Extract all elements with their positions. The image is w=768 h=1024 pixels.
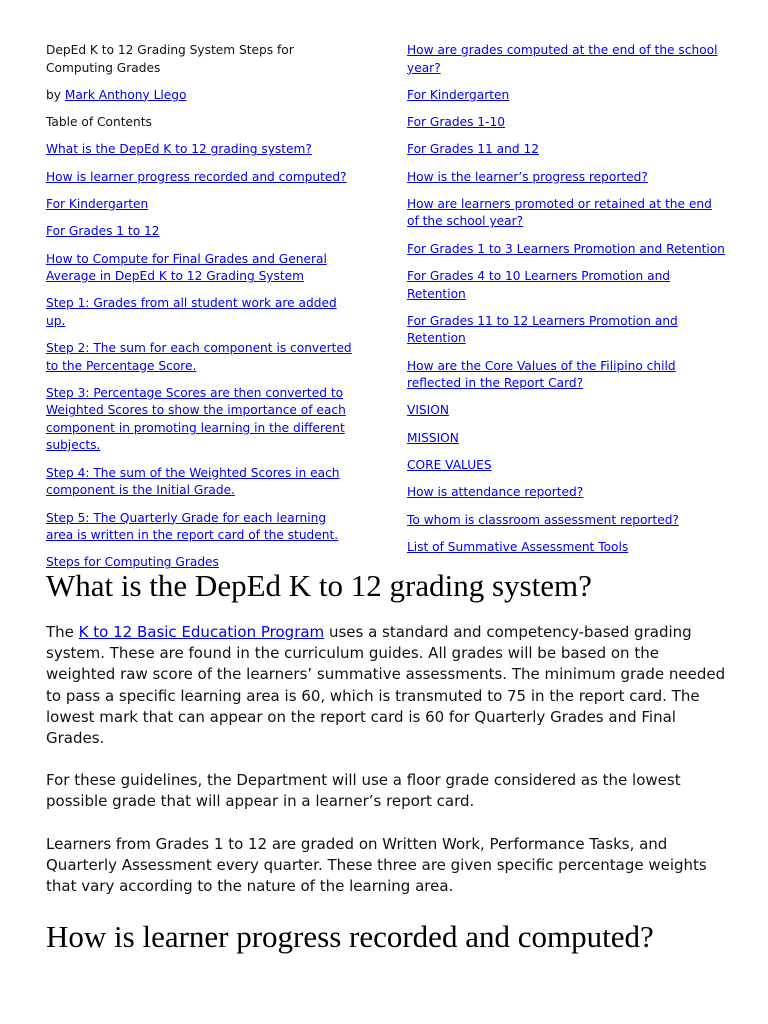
toc-link-assessment-reported[interactable]: To whom is classroom assessment reported? (407, 512, 679, 527)
main-content (46, 566, 726, 957)
paragraph-floor-grade: For these guidelines, the Department will use a floor grade considered as the lowest possible grade that will appear in a learner’s report card. (46, 771, 681, 811)
toc-link-learner-progress[interactable]: How is learner progress recorded and computed? (46, 169, 347, 184)
section-heading-grading-system: What is the DepEd K to 12 grading system? (46, 568, 592, 603)
document-title: DepEd K to 12 Grading System Steps for Computing Grades (46, 43, 294, 75)
toc-link-core-values-report-card[interactable]: How are the Core Values of the Filipino child reflected in the Report Card? (407, 358, 676, 391)
toc-link-grades-4-10-promotion[interactable]: For Grades 4 to 10 Learners Promotion and Retention (407, 269, 671, 301)
toc-link-progress-reported[interactable]: How is the learner’s progress reported? (407, 169, 648, 184)
toc-link-kindergarten[interactable]: For Kindergarten (46, 196, 149, 211)
toc-link-end-of-year-grades[interactable]: How are grades computed at the end of the school year? (407, 43, 718, 75)
section-heading-learner-progress: How is learner progress recorded and computed? (46, 919, 654, 955)
toc-link-promoted-retained[interactable]: How are learners promoted or retained at the end of the school year? (407, 196, 712, 229)
toc-link-grades-11-12[interactable]: For Grades 11 and 12 (407, 142, 539, 157)
left-column (46, 42, 356, 582)
toc-link-grades-1-to-12[interactable]: For Grades 1 to 12 (46, 224, 160, 239)
toc-link-grades-1-10[interactable]: For Grades 1-10 (407, 115, 505, 130)
toc-link-step-2[interactable]: Step 2: The sum for each component is converted to the Percentage Score. (46, 341, 352, 373)
paragraph-components: Learners from Grades 1 to 12 are graded on Written Work, Performance Tasks, and Quarterly Assessment every quarter. These three are given specific percentage weights that vary according to the nature of the learning area. (46, 834, 707, 896)
toc-link-step-1[interactable]: Step 1: Grades from all student work are added up. (46, 296, 337, 328)
toc-link-kindergarten-2[interactable]: For Kindergarten (407, 87, 510, 102)
author-link[interactable]: Mark Anthony Llego (64, 87, 187, 102)
toc-link-step-4[interactable]: Step 4: The sum of the Weighted Scores in each component is the Initial Grade. (46, 465, 340, 498)
toc-link-core-values[interactable]: CORE VALUES (407, 458, 492, 473)
toc-link-grades-11-12-promotion[interactable]: For Grades 11 to 12 Learners Promotion and Retention (407, 313, 678, 346)
byline-prefix: by (46, 87, 65, 102)
toc-link-attendance[interactable]: How is attendance reported? (407, 485, 584, 500)
toc-link-summative-tools[interactable]: List of Summative Assessment Tools (407, 539, 629, 554)
paragraph-intro-prefix: The (46, 623, 79, 641)
toc-label: Table of Contents (46, 115, 152, 130)
toc-link-grades-1-3-promotion[interactable]: For Grades 1 to 3 Learners Promotion and Retention (407, 241, 725, 256)
byline (46, 87, 356, 105)
toc-link-what-is-grading-system[interactable]: What is the DepEd K to 12 grading system? (46, 142, 312, 157)
toc-link-mission[interactable]: MISSION (407, 430, 459, 445)
right-column (407, 42, 727, 566)
k12-program-link[interactable]: K to 12 Basic Education Program (78, 623, 325, 641)
toc-link-compute-final-grades[interactable]: How to Compute for Final Grades and General Average in DepEd K to 12 Grading System (46, 251, 327, 284)
toc-link-vision[interactable]: VISION (407, 403, 449, 418)
paragraph-intro-rest: uses a standard and competency-based grading system. These are found in the curriculum guides. All grades will be based on the weighted raw score of the learners’ summative assessments. The minimum grade needed to pass a specific learning area is 60, which is transmuted to 75 in the report card. The lowest mark that can appear on the report card is 60 for Quarterly Grades and Final Grades. (46, 623, 726, 748)
toc-link-step-5[interactable]: Step 5: The Quarterly Grade for each learning area is written in the report card of the student. (46, 510, 339, 543)
toc-link-steps-computing-grades[interactable]: Steps for Computing Grades (46, 555, 219, 570)
paragraph-intro (46, 622, 726, 749)
toc-link-step-3[interactable]: Step 3: Percentage Scores are then converted to Weighted Scores to show the importance of each component in promoting learning in the different subjects. (46, 385, 346, 453)
